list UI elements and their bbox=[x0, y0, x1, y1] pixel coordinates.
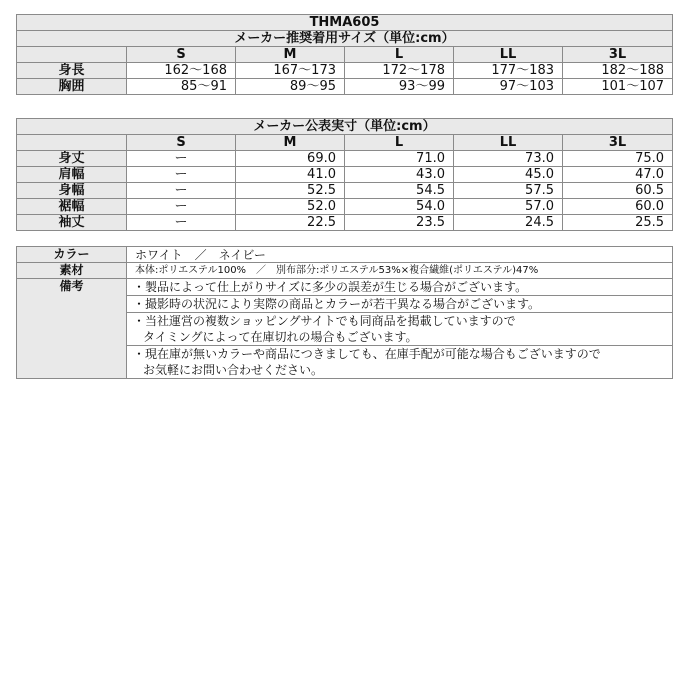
table-cell: 167～173 bbox=[236, 63, 345, 79]
table-cell: 25.5 bbox=[563, 215, 673, 231]
table-cell: 69.0 bbox=[236, 151, 345, 167]
table-row bbox=[17, 215, 673, 231]
info-row-material bbox=[17, 263, 673, 279]
material-label: 素材 bbox=[17, 263, 127, 279]
note-text: ・製品によって仕上がりサイズに多少の誤差が生じる場合がございます。 bbox=[133, 280, 528, 294]
table-cell: 162～168 bbox=[127, 63, 236, 79]
table-cell: 73.0 bbox=[454, 151, 563, 167]
note-item bbox=[127, 346, 673, 379]
row-label: 身長 bbox=[17, 63, 127, 79]
size-header: S bbox=[127, 135, 236, 151]
table-row bbox=[17, 167, 673, 183]
size-header: 3L bbox=[563, 135, 673, 151]
table-cell: ー bbox=[127, 199, 236, 215]
note-text: お気軽にお問い合わせください。 bbox=[143, 363, 324, 377]
size-header: LL bbox=[454, 135, 563, 151]
note-item bbox=[127, 279, 673, 296]
table-cell: 52.0 bbox=[236, 199, 345, 215]
size-header: LL bbox=[454, 47, 563, 63]
table-cell: 60.5 bbox=[563, 183, 673, 199]
size-header: M bbox=[236, 47, 345, 63]
table-cell: 93～99 bbox=[345, 79, 454, 95]
material-value: 本体:ポリエステル100% ／ 別布部分:ポリエステル53%×複合繊維(ポリエステル)47% bbox=[127, 263, 673, 279]
table-cell: ー bbox=[127, 183, 236, 199]
color-label: カラー bbox=[17, 247, 127, 263]
row-label: 裾幅 bbox=[17, 199, 127, 215]
table-cell: 172～178 bbox=[345, 63, 454, 79]
note-item bbox=[127, 296, 673, 313]
table-cell: 22.5 bbox=[236, 215, 345, 231]
note-text: ・当社運営の複数ショッピングサイトでも同商品を掲載していますので bbox=[133, 314, 516, 328]
table-cell: 24.5 bbox=[454, 215, 563, 231]
table-row bbox=[17, 199, 673, 215]
info-row-color bbox=[17, 247, 673, 263]
row-label: 身幅 bbox=[17, 183, 127, 199]
row-label: 胸囲 bbox=[17, 79, 127, 95]
recommended-size-table bbox=[16, 14, 673, 95]
table-cell: ー bbox=[127, 167, 236, 183]
table-cell: 71.0 bbox=[345, 151, 454, 167]
table-row bbox=[17, 183, 673, 199]
note-text: ・撮影時の状況により実際の商品とカラーが若干異なる場合がございます。 bbox=[133, 297, 541, 311]
row-label: 袖丈 bbox=[17, 215, 127, 231]
table-cell: 75.0 bbox=[563, 151, 673, 167]
empty-corner-cell bbox=[17, 135, 127, 151]
table-cell: 54.0 bbox=[345, 199, 454, 215]
color-value: ホワイト ／ ネイビー bbox=[127, 247, 673, 263]
table-cell: 85～91 bbox=[127, 79, 236, 95]
table-cell: 182～188 bbox=[563, 63, 673, 79]
size-header: L bbox=[345, 47, 454, 63]
size-header-row bbox=[17, 135, 673, 151]
size-header: 3L bbox=[563, 47, 673, 63]
table-cell: 57.0 bbox=[454, 199, 563, 215]
note-item bbox=[127, 313, 673, 346]
table-row bbox=[17, 79, 673, 95]
table-cell: 45.0 bbox=[454, 167, 563, 183]
row-label: 身丈 bbox=[17, 151, 127, 167]
table-cell: 54.5 bbox=[345, 183, 454, 199]
table-row bbox=[17, 151, 673, 167]
table-cell: 52.5 bbox=[236, 183, 345, 199]
table-cell: ー bbox=[127, 215, 236, 231]
size-header: M bbox=[236, 135, 345, 151]
table-cell: 23.5 bbox=[345, 215, 454, 231]
row-label: 肩幅 bbox=[17, 167, 127, 183]
measured-size-table bbox=[16, 118, 673, 231]
model-number: THMA605 bbox=[17, 15, 673, 31]
table-cell: 97～103 bbox=[454, 79, 563, 95]
table-cell: 43.0 bbox=[345, 167, 454, 183]
table-cell: ー bbox=[127, 151, 236, 167]
measured-size-heading: メーカー公表実寸（単位:cm） bbox=[17, 119, 673, 135]
table-cell: 47.0 bbox=[563, 167, 673, 183]
recommended-size-heading: メーカー推奨着用サイズ（単位:cm） bbox=[17, 31, 673, 47]
table-cell: 57.5 bbox=[454, 183, 563, 199]
table-cell: 101～107 bbox=[563, 79, 673, 95]
size-header: L bbox=[345, 135, 454, 151]
table-cell: 41.0 bbox=[236, 167, 345, 183]
empty-corner-cell bbox=[17, 47, 127, 63]
table-row bbox=[17, 63, 673, 79]
size-header: S bbox=[127, 47, 236, 63]
table-cell: 60.0 bbox=[563, 199, 673, 215]
size-header-row bbox=[17, 47, 673, 63]
notes-label: 備考 bbox=[17, 279, 127, 379]
note-text: ・現在庫が無いカラーや商品につきましても、在庫手配が可能な場合もございますので bbox=[133, 347, 601, 361]
note-text: タイミングによって在庫切れの場合もございます。 bbox=[143, 330, 418, 344]
info-row-notes bbox=[17, 279, 673, 296]
product-info-table bbox=[16, 246, 673, 379]
table-cell: 177～183 bbox=[454, 63, 563, 79]
table-cell: 89～95 bbox=[236, 79, 345, 95]
